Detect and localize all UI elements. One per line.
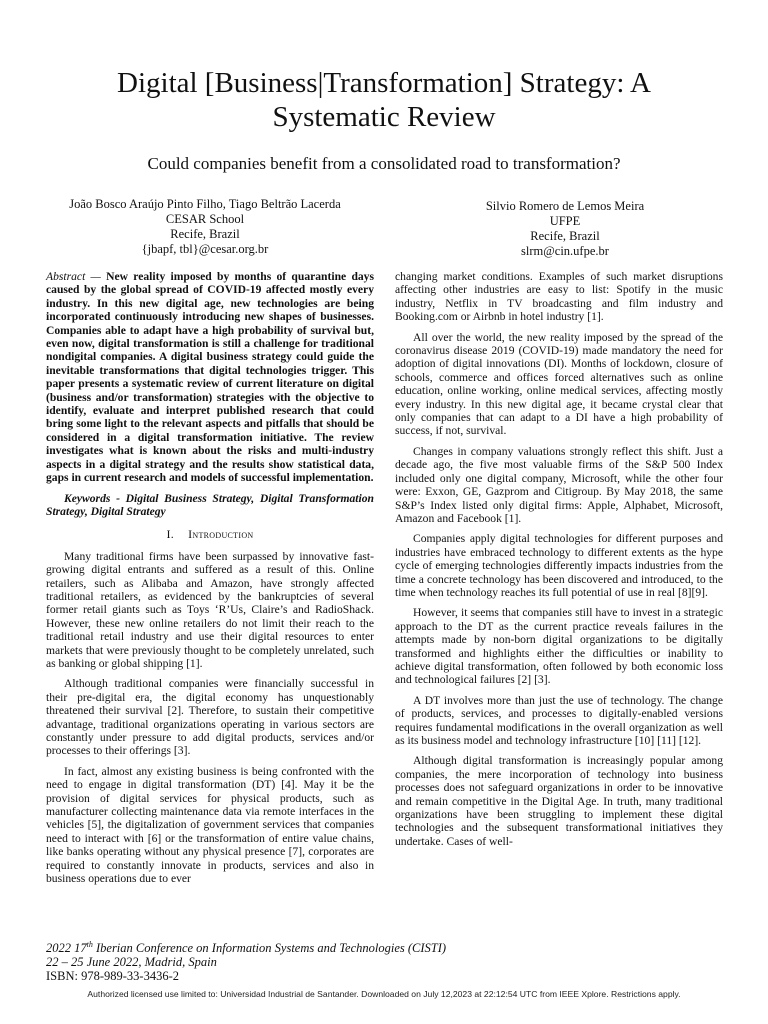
right-column	[395, 270, 723, 855]
body-paragraph: Companies apply digital technologies for different purposes and industries have embraced technology to different extents as the hype cycle of emerging technologies differently impacts industries from the time a concrete technology has been discovered and introduced, to the time when technology reaches its full potential of use in real [8][9].	[395, 532, 723, 599]
conference-footer	[46, 938, 446, 983]
abstract-lead: Abstract —	[46, 270, 101, 283]
abstract-text: New reality imposed by months of quarantine days caused by the global spread of COVID-19 affected mostly every industry. In this new digital age, new technologies are being incorporated continuously introducing new shapes of businesses. Companies able to adapt have a high probability of survival but, even now, digital transformation is still a challenge for traditional nondigital companies. A digital business strategy could guide the inevitable transformations that digital technologies trigger. This paper presents a systematic review of current literature on digital (business and/or transformation) strategies with the objective to identify, evaluate and interpret published research that could bring some light to the relevant aspects and pitfalls that should be considered in a digital transformation initiative. The review investigates what is known about the risks and multi-industry aspects in a digital strategy and the results show statistical data, gaps in current research and models of successful implementation.	[46, 270, 374, 485]
body-paragraph: Many traditional firms have been surpassed by innovative fast-growing digital entrants and suffered as a result of this. Online retailers, such as Alibaba and Amazon, have strongly affected traditional retailers, as evidenced by the bankruptcies of several former retail giants such as Toys ‘R’Us, Claire’s and RadioShack. However, these new online retailers do not limit their reach to the traditional retail industry and use their digital resources to enter markets that were previously thought to be completely unrelated, such as banking or global shipping [1].	[46, 549, 374, 670]
section-title: Introduction	[188, 527, 254, 542]
author-affiliation: CESAR School	[165, 212, 245, 226]
body-paragraph: Although digital transformation is increasingly popular among companies, the mere incorporation of technology into business processes does not safeguard organizations in order to be innovative and remain competitive in the Digital Age. In truth, many traditional organizations have been struggling to implement these digital technologies and the subsequent transformational initiatives they undertake. Cases of well-	[395, 754, 723, 848]
license-notice: Authorized licensed use limited to: Universidad Industrial de Santander. Downloaded on July 12,2023 at 22:12:54 UTC from IEEE Xplore. Restrictions apply.	[87, 989, 681, 999]
body-paragraph: Although traditional companies were financially successful in their pre-digital era, the digital economy has unquestionably threatened their survival [2]. Therefore, to sustain their competitive advantage, traditional organizations operating in various sectors are constantly under pressure to add digital products, services and/or processes to their offerings [3].	[46, 677, 374, 758]
body-paragraph: In fact, almost any existing business is being confronted with the need to engage in digital transformation (DT) [4]. May it be the provision of digital services for physical products, such as manufacturer collecting maintenance data via remote interfaces in the vehicles [5], the digitalization of government services that companies need to interact with [6] or the transformation of entire value chains, like banks operating without any physical presence [7], corporates are required to constantly innovate in products, services and also in business operations due to ever	[46, 764, 374, 886]
keywords: Keywords - Digital Business Strategy, Digital Transformation Strategy, Digital Strategy	[46, 491, 374, 518]
author-location: Recife, Brazil	[170, 227, 240, 241]
body-paragraph: A DT involves more than just the use of technology. The change of products, services, and processes to digitally-enabled versions requires fundamental modifications in the overall organization as well as its business model and technology infrastructure [10] [11] [12].	[395, 693, 723, 747]
author-names: João Bosco Araújo Pinto Filho, Tiago Beltrão Lacerda	[69, 197, 341, 211]
conference-year: 2022 17	[46, 941, 87, 956]
author-email: {jbapf, tbl}@cesar.org.br	[141, 242, 269, 256]
isbn: ISBN: 978-989-33-3436-2	[46, 969, 179, 984]
body-paragraph: All over the world, the new reality imposed by the spread of the coronavirus disease 2019 (COVID-19) made mandatory the need for adoption of digital innovations (DI). Months of lockdown, closure of schools, commerce and offices forced alternatives such as online education, online working, online medical services, affecting mostly every industry. In this new digital age, it became crystal clear that only companies that can adapt to a DI have a high probability of success, if not, survival.	[395, 330, 723, 438]
paper-subtitle: Could companies benefit from a consolidated road to transformation?	[147, 154, 621, 173]
paper-title	[40, 66, 728, 134]
author-location: Recife, Brazil	[530, 229, 600, 243]
body-paragraph: changing market conditions. Examples of such market disruptions affecting other industries are easy to list: Spotify in the music industry, Netflix in TV broadcasting and film industry and Booking.com or Airbnb in hotel industry [1].	[395, 270, 723, 324]
conference-dates: 22 – 25 June 2022, Madrid, Spain	[46, 955, 217, 970]
title-line-2: Systematic Review	[272, 101, 496, 133]
left-column	[46, 270, 374, 892]
author-block-1	[40, 197, 370, 257]
conference-ordinal: th	[86, 940, 93, 949]
conference-name	[46, 938, 446, 955]
conference-title: Iberian Conference on Information Systems and Technologies (CISTI)	[92, 941, 447, 956]
body-paragraph: However, it seems that companies still have to invest in a strategic approach to the DT as the current practice reveals failures in the attempts made by non-born digital organizations to be digitally transformed and highlights either the difficulties or inability to achieve digital transformation, often followed by both economic loss and technological failures [2] [3].	[395, 606, 723, 687]
author-block-2	[400, 199, 730, 259]
section-number: I.	[166, 527, 175, 542]
title-line-1: Digital [Business|Transformation] Strategy: A	[117, 67, 651, 99]
abstract	[46, 270, 374, 485]
section-heading	[46, 528, 374, 541]
author-affiliation: UFPE	[549, 214, 581, 228]
author-email: slrm@cin.ufpe.br	[521, 244, 609, 258]
body-paragraph: Changes in company valuations strongly reflect this shift. Just a decade ago, the five most valuable firms of the S&P 500 Index included only one digital company, Microsoft, while the other four were: Exxon, GE, Gazprom and Citigroup. By May 2018, the same S&P’s Index listed only digital firms: Apple, Alphabet, Microsoft, Amazon and Facebook [1].	[395, 444, 723, 525]
author-names: Silvio Romero de Lemos Meira	[485, 199, 645, 213]
